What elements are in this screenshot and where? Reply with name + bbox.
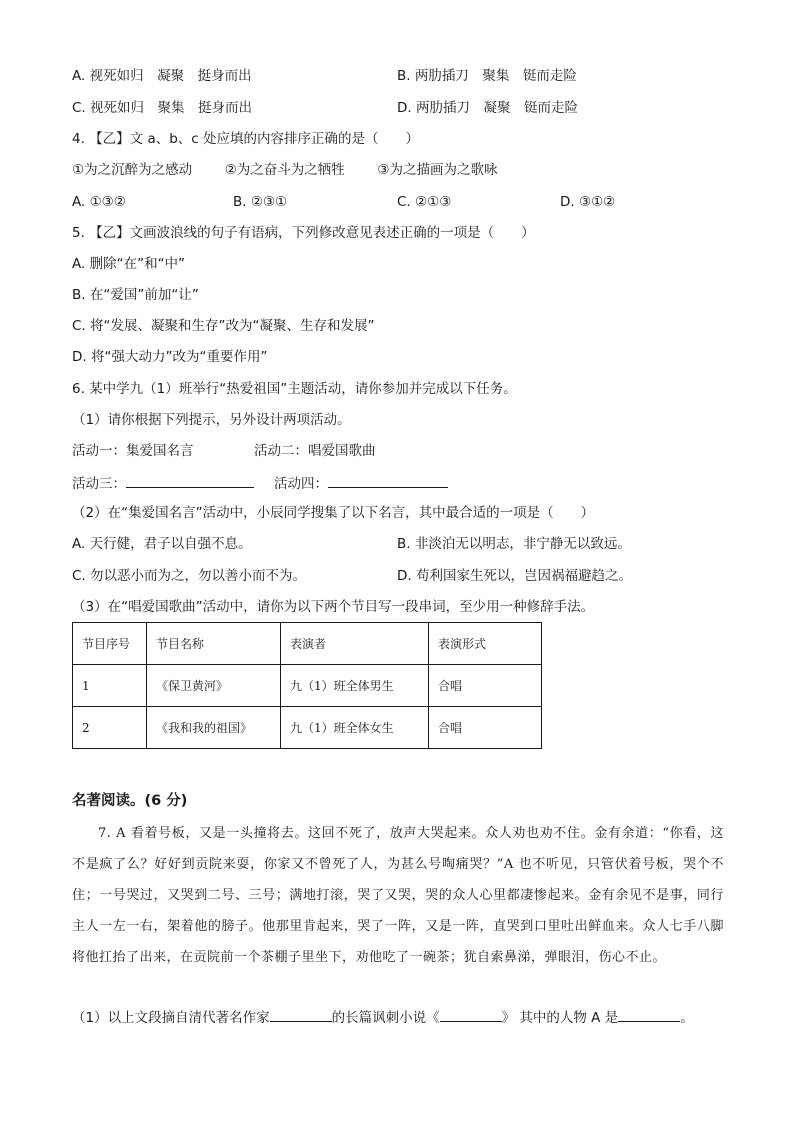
q5-option-b: B. 在“爱国”前加“让”: [72, 287, 199, 303]
q6-part2-option-a: A. 天行健，君子以自强不息。: [72, 536, 252, 552]
q5-option-c: C. 将“发展、凝聚和生存”改为“凝聚、生存和发展”: [72, 318, 375, 334]
program-table: [72, 622, 542, 749]
table-header-cell: 节目名称: [147, 623, 281, 665]
q6-activity-4: [274, 473, 448, 493]
table-cell: 1: [73, 665, 147, 707]
section-title: 名著阅读。(6 分): [72, 793, 188, 809]
table-row: [73, 707, 542, 749]
q7-novel-blank[interactable]: [440, 1007, 502, 1022]
table-cell: 九（1）班全体男生: [281, 665, 429, 707]
q4-stem: 4. 【乙】文 a、b、c 处应填的内容排序正确的是（ ）: [72, 131, 420, 147]
table-cell: 九（1）班全体女生: [281, 707, 429, 749]
q6-activity-3-label: 活动三：: [72, 476, 126, 492]
q7-part1-text-4: 。: [680, 1010, 694, 1026]
table-header-cell: 节目序号: [73, 623, 147, 665]
q4-items: [72, 161, 498, 179]
q4-option-d: D. ③①②: [560, 194, 616, 210]
q6-activity-1: 活动一：集爱国名言: [72, 443, 194, 459]
q5-option-d: D. 将“强大动力”改为“重要作用”: [72, 349, 268, 365]
table-cell: 合唱: [429, 707, 542, 749]
q6-activity-4-label: 活动四：: [274, 476, 328, 492]
q4-item-3: ③为之描画为之歌咏: [377, 162, 498, 178]
q7-part1-text-3: 》 其中的人物 A 是: [501, 1010, 619, 1026]
table-cell: 2: [73, 707, 147, 749]
table-header-cell: 表演者: [281, 623, 429, 665]
q3-option-a: A. 视死如归 凝聚 挺身而出: [72, 68, 252, 84]
q6-activity-2: 活动二：唱爱国歌曲: [254, 443, 376, 459]
q4-option-a: A. ①③②: [72, 194, 126, 210]
table-row: [73, 665, 542, 707]
q6-stem: 6. 某中学九（1）班举行“热爱祖国”主题活动，请你参加并完成以下任务。: [72, 381, 517, 397]
q5-option-a: A. 删除“在”和“中”: [72, 256, 186, 272]
table-cell: 合唱: [429, 665, 542, 707]
q7-part1-text-2: 的长篇讽刺小说《: [331, 1010, 440, 1026]
table-header-cell: 表演形式: [429, 623, 542, 665]
reading-passage: 7. A 看着号板，又是一头撞将去。这回不死了，放声大哭起来。众人劝也劝不住。金有余道：“你看，这不是疯了么？好好到贡院来耍，你家又不曾死了人，为甚么号啕痛哭？”A 也不听见，只管伏着号板，哭个不住；一号哭过，又哭到二号、三号；满地打滚，哭了又哭，哭的众人心里都凄惨起来。金有余见不是事，同行主人一左一右，架着他的膀子。他那里肯起来，哭了一阵，又是一阵，直哭到口里吐出鲜血来。众人七手八脚将他扛抬了出来，在贡院前一个茶棚子里坐下，劝他吃了一碗茶；犹自索鼻涕，弹眼泪，伤心不止。: [72, 826, 724, 965]
q3-option-c: C. 视死如归 聚集 挺身而出: [72, 100, 253, 116]
q7-author-blank[interactable]: [270, 1007, 332, 1022]
q6-part2-prompt: （2）在“集爱国名言”活动中，小辰同学搜集了以下名言，其中最合适的一项是（ ）: [72, 505, 595, 521]
q7-part1-text-1: （1）以上文段摘自清代著名作家: [72, 1010, 270, 1026]
q3-option-d: D. 两肋插刀 凝聚 铤而走险: [397, 100, 578, 116]
q4-option-c: C. ②①③: [397, 194, 452, 210]
q4-option-b: B. ②③①: [233, 194, 288, 210]
q6-activity-3: [72, 473, 254, 493]
q7-character-blank[interactable]: [618, 1007, 680, 1022]
q4-item-2: ②为之奋斗为之牺牲: [224, 162, 345, 178]
table-header-row: [73, 623, 542, 665]
q6-part2-option-d: D. 苟利国家生死以，岂因祸福避趋之。: [397, 568, 632, 584]
q4-item-1: ①为之沉醉为之感动: [72, 162, 193, 178]
table-cell: 《我和我的祖国》: [147, 707, 281, 749]
q5-stem: 5. 【乙】文画波浪线的句子有语病，下列修改意见表述正确的一项是（ ）: [72, 225, 535, 241]
q6-part1-prompt: （1）请你根据下列提示，另外设计两项活动。: [72, 412, 351, 428]
q7-part1: [72, 1007, 694, 1027]
q6-part2-option-c: C. 勿以恶小而为之，勿以善小而不为。: [72, 568, 307, 584]
q6-part3-prompt: （3）在“唱爱国歌曲”活动中，请你为以下两个节目写一段串词，至少用一种修辞手法。: [72, 599, 595, 615]
table-cell: 《保卫黄河》: [147, 665, 281, 707]
q6-part2-option-b: B. 非淡泊无以明志，非宁静无以致远。: [397, 536, 631, 552]
q6-activity-3-blank[interactable]: [126, 473, 254, 488]
q6-activity-4-blank[interactable]: [328, 473, 448, 488]
q3-option-b: B. 两肋插刀 聚集 铤而走险: [397, 68, 577, 84]
